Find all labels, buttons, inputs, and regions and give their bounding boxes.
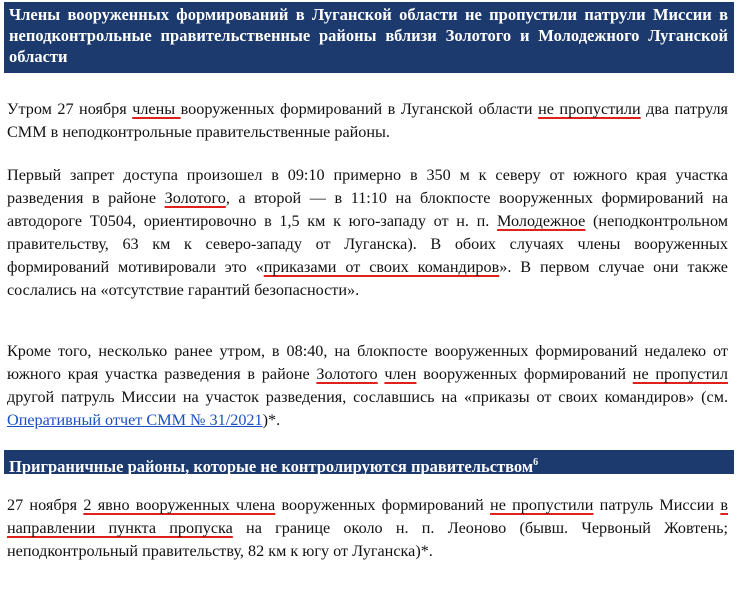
text: на границе около н. п. Леоново (бывш. Червоный Жовтень; неподконтрольный правительству, 82 км к югу от Луганска)*. — [7, 519, 728, 560]
underlined-text: в направлении пункта пропуска — [7, 496, 728, 537]
text: (неподконтрольном правительству, 63 км к северо-западу от Луганска). В обоих случаях члены вооруженных формирований мотивировали это « — [7, 212, 728, 276]
text: вооруженных формирований в Луганской области — [180, 100, 539, 118]
footnote-marker: 6 — [533, 457, 539, 468]
heading-text: Приграничные районы, которые не контролируются правительством — [9, 457, 534, 476]
text: , а второй — в 11:10 на блокпосте вооруженных формирований на автодороге Т0504, ориентировочно в 1,5 км к юго-западу от н. п. — [7, 189, 728, 230]
report-link[interactable]: Оперативный отчет СММ № 31/2021 — [7, 411, 263, 429]
text: Первый запрет доступа произошел в 09:10 примерно в 350 м к северу от южного края участка разведения в районе — [7, 166, 728, 207]
section-heading-zolote-molodezhne — [4, 2, 734, 73]
underlined-text: не пропустили — [490, 496, 594, 514]
heading-text: Члены вооруженных формирований в Луганской области не пропустили патрули Миссии в неподконтрольные правительственные районы вблизи Золотого и Молодежного Луганской области — [9, 5, 728, 66]
text: другой патруль Миссии на участок разведения, сославшись на «приказы от своих командиров» (см. — [7, 388, 728, 406]
text: два патруля СММ в неподконтрольные правительственные районы. — [7, 100, 728, 141]
text: 27 ноября — [7, 496, 84, 514]
text: вооруженных формирований — [275, 496, 491, 514]
text: вооруженных формирований — [416, 365, 633, 383]
underlined-text: 2 явно вооруженных члена — [83, 496, 276, 514]
underlined-text: не пропустили — [538, 100, 641, 118]
text: )*. — [262, 411, 281, 429]
paragraph-border-denial — [7, 494, 728, 563]
text: Утром 27 ноября — [7, 100, 133, 118]
paragraph-denials-summary — [7, 98, 728, 144]
text: патруль Миссии — [593, 496, 721, 514]
underlined-text: член — [384, 365, 417, 383]
underlined-text: Золотого — [316, 365, 378, 383]
paragraph-earlier-denial — [7, 340, 728, 432]
paragraph-first-denial — [7, 164, 728, 302]
underlined-text: приказами от своих командиров — [263, 258, 500, 276]
section-heading-border-areas — [4, 450, 734, 474]
underlined-text: Молодежное — [497, 212, 586, 230]
underlined-text: члены — [132, 100, 181, 118]
underlined-text: Золотого — [164, 189, 226, 207]
text: Кроме того, несколько ранее утром, в 08:40, на блокпосте вооруженных формирований недалеко от южного края участка разведения в районе — [7, 342, 728, 383]
underlined-text: не пропустил — [632, 365, 728, 383]
text: ». В первом случае они также сослались на «отсутствие гарантий безопасности». — [7, 258, 728, 299]
